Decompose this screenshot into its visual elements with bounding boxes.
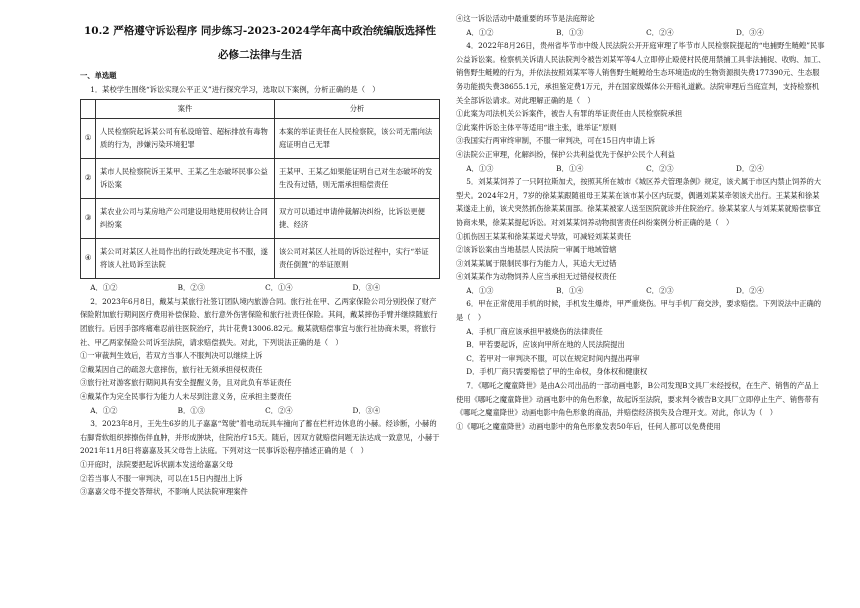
table-header-row bbox=[81, 100, 440, 119]
page-title-line1: 10.2 严格遵守诉讼程序 同步练习-2023-2024学年高中政治统编版选择性 bbox=[83, 25, 437, 37]
option-c: C．②③ bbox=[646, 163, 674, 173]
row-number: ② bbox=[81, 159, 96, 199]
table-row bbox=[81, 159, 440, 199]
table-header-cell bbox=[81, 100, 96, 119]
option-d: D．③④ bbox=[352, 405, 381, 415]
option-a: A．①③ bbox=[466, 163, 494, 173]
table-header-cell: 案件 bbox=[96, 100, 275, 119]
q1-options bbox=[80, 281, 440, 295]
case-cell: 某农业公司与某房地产公司建设用地使用权转让合同纠纷案 bbox=[96, 199, 275, 239]
q2-item: ④戴某作为完全民事行为能力人未尽到注意义务，应承担主要责任 bbox=[80, 391, 292, 401]
option-d: D．③④ bbox=[352, 283, 381, 293]
analysis-cell: 双方可以通过申请仲裁解决纠纷，比诉讼更便捷、经济 bbox=[275, 199, 440, 239]
option-a: A．①② bbox=[466, 27, 494, 37]
q4-item: ③我国实行两审终审制，不服一审判决，可在15日内申请上诉 bbox=[456, 136, 656, 146]
q6-option: B．甲若要起诉，应该向甲所在地的人民法院提出 bbox=[466, 340, 625, 350]
case-cell: 某市人民检察院诉王某甲、王某乙生态破坏民事公益诉讼案 bbox=[96, 159, 275, 199]
option-c: C．②④ bbox=[265, 405, 293, 415]
q4-item: ④法院公正审理，化解纠纷，保护公共利益优先于保护公民个人利益 bbox=[456, 149, 675, 159]
option-a: A．①② bbox=[90, 283, 118, 293]
q5-item: ①抓伤因王某某和徐某某逗犬导致，可减轻刘某某责任 bbox=[456, 231, 632, 241]
page-title-line2: 必修二法律与生活 bbox=[218, 49, 302, 61]
case-cell: 某公司对某区人社局作出的行政处理决定书不服，遂将该人社局诉至法院 bbox=[96, 239, 275, 279]
q3-item: ④这一诉讼活动中最重要的环节是法庭辩论 bbox=[456, 14, 595, 23]
option-d: D．②④ bbox=[736, 285, 764, 295]
table-row bbox=[81, 239, 440, 279]
option-b: B．②③ bbox=[177, 283, 205, 293]
q3-options bbox=[456, 26, 826, 40]
q5-item: ③刘某某属于限制民事行为能力人，其追大无过错 bbox=[456, 258, 617, 268]
row-number: ③ bbox=[81, 199, 96, 239]
option-c: C．①④ bbox=[265, 283, 293, 293]
option-a: A．①② bbox=[90, 405, 118, 415]
q3-stem: 3．2023年8月，王先生6岁的儿子嘉嘉“驾驶”着电动玩具车撞向了蓄在栏杆边休息的小赫。经诊断，小赫的右脚背软组织摔擦伤伴血肿，并形成肿块，住院治疗15天。随后，因双方就赔偿问题无法达成一致意见，小赫于2021年11月8日将嘉嘉及其父母告上法庭。下列对这一民事诉讼程序描述正确的是（ ） bbox=[80, 419, 440, 456]
option-c: C．②④ bbox=[646, 27, 674, 37]
left-column bbox=[80, 0, 440, 499]
section-heading: 一、单选题 bbox=[80, 71, 117, 80]
analysis-cell: 本案的举证责任在人民检察院，该公司无需向法庭证明自己无罪 bbox=[275, 119, 440, 159]
q4-stem: 4．2022年8月26日，贵州省毕节市中级人民法院公开开庭审理了毕节市人民检察院提起的“电捕野生鲢鳇”民事公益诉讼案。检察机关诉请人民法院判令被告刘某军等4人立即停止殴使村民使用禁捕工具非法捕捉、收购、加工、销售野生鲢鳇的行为，并依法按照刘某军等人销售野生鲢鳇给生态环境造成的生物资源损失费177390元、生态服务功能损失费38655.1元，承担鉴定费1万元，并在国家级媒体公开赔礼道歉。法院审理后当庭宣判，支持检察机关全部诉讼请求。对此理解正确的是（ ） bbox=[456, 41, 826, 105]
option-b: B．①④ bbox=[556, 163, 584, 173]
q5-stem: 5．刘某某饲养了一只阿拉斯加犬，按照其所在城市《城区养犬管理条例》规定，该犬属于市区内禁止饲养的大型犬。2024年2月，7岁的徐某某跟随祖母王某某在该市某小区内玩耍，偶遇刘某某牵领该犬出行。王某某和徐某某遂走上前，该犬突然抓伤徐某某面部。徐某某被家人送至医院就诊并住院治疗。徐某某家人与刘某某就赔偿事宜协商未果，徐某某提起诉讼。对刘某某饲养动物损害责任纠纷案例分析正确的是（ ） bbox=[456, 177, 822, 227]
q3-item: ②若当事人不服一审判决，可以在15日内提出上诉 bbox=[80, 473, 243, 483]
q2-stem: 2．2023年6月8日，戴某与某旅行社签订团队境内旅游合同。旅行社在甲、乙两家保险公司分别投保了财产保险附加旅行期间医疗费用补偿保险、旅行意外伤害保险和旅行社责任保险。其间，戴某摔伤手臂并继续随旅行团旅行。后因手部疼痛难忍前往医院治疗，共计花费13006.82元。戴某就赔偿事宜与旅行社协商未果，将旅行社、甲乙两家保险公司诉至法院，请求赔偿损失。对此，下列说法正确的是（ ） bbox=[80, 296, 438, 347]
q4-item: ②此案件诉讼主体平等适用“谁主张，谁举证”原则 bbox=[456, 122, 617, 132]
q7-item: ①《哪吒之魔童降世》动画电影中的角色形象发表50年后，任何人都可以免费使用 bbox=[456, 421, 721, 431]
q5-item: ②该诉讼案由当地基层人民法院一审属于地域管辖 bbox=[456, 245, 617, 255]
q3-item: ③嘉嘉父母不提交答辩状，不影响人民法院审理案件 bbox=[80, 487, 248, 497]
q2-options bbox=[80, 404, 440, 418]
q6-option: D．手机厂商只需要赔偿了甲的生命权，身体权和健康权 bbox=[466, 367, 648, 377]
q5-options bbox=[456, 284, 826, 298]
option-c: C．②③ bbox=[646, 285, 674, 295]
q2-item: ③旅行社对游客旅行期间具有安全提醒义务，且对此负有举证责任 bbox=[80, 378, 292, 388]
table-header-cell: 分析 bbox=[275, 100, 440, 119]
option-d: D．②④ bbox=[736, 163, 764, 173]
row-number: ① bbox=[81, 119, 96, 159]
option-a: A．①③ bbox=[466, 285, 494, 295]
case-cell: 人民检察院起诉某公司有私设暗管、超标排放有毒物质的行为，涉嫌污染环境犯罪 bbox=[96, 119, 275, 159]
q6-stem: 6．甲在正常使用手机的时候，手机发生爆炸，甲严重烧伤。甲与手机厂商交涉，要求赔偿。下列说法中正确的是（ ） bbox=[456, 299, 822, 323]
q4-item: ①此案为司法机关公诉案件，被告人有罪的举证责任由人民检察院承担 bbox=[456, 109, 683, 119]
q2-item: ①一审裁判生效后，若双方当事人不服判决可以继续上诉 bbox=[80, 351, 263, 361]
q5-item: ④刘某某作为动物饲养人应当承担无过错侵权责任 bbox=[456, 272, 617, 282]
analysis-cell: 王某甲、王某乙如果能证明自己对生态破坏的发生没有过错，则无需承担赔偿责任 bbox=[275, 159, 440, 199]
q7-stem: 7．《哪吒之魔童降世》是由A公司出品的一部动画电影，B公司发现B文具厂未经授权，在生产、销售的产品上使用《哪吒之魔童降世》动画电影中的角色形象，故起诉至法院，要求判令被告B文具厂立即停止生产、销售带有《哪吒之魔童降世》动画电影中角色形象的商品，并赔偿经济损失及合理开支。对此，你认为（ ） bbox=[456, 381, 819, 418]
option-b: B．①③ bbox=[556, 27, 584, 37]
q4-options bbox=[456, 162, 826, 176]
table-row bbox=[81, 199, 440, 239]
q6-option: C．若甲对一审判决不服，可以在规定时间内提出再审 bbox=[466, 353, 640, 363]
option-d: D．③④ bbox=[736, 27, 764, 37]
q2-item: ②戴某因自己的疏忽大意摔伤，旅行社无须承担侵权责任 bbox=[80, 364, 263, 374]
q3-item: ①开庭时，法院要把起诉状副本发送给嘉嘉父母 bbox=[80, 459, 234, 469]
right-column bbox=[456, 12, 826, 433]
option-b: B．①④ bbox=[556, 285, 584, 295]
analysis-cell: 该公司对某区人社局的诉讼过程中，实行“举证责任倒置”的举证原则 bbox=[275, 239, 440, 279]
option-b: B．①③ bbox=[177, 405, 205, 415]
table-row bbox=[81, 119, 440, 159]
q1-case-table bbox=[80, 99, 440, 279]
q6-option: A．手机厂商应该承担甲被烧伤的法律责任 bbox=[466, 326, 603, 336]
row-number: ④ bbox=[81, 239, 96, 279]
q1-stem: 1．某校学生围绕“诉讼实现公平正义”进行探究学习，选取以下案例，分析正确的是（ ） bbox=[90, 84, 380, 94]
